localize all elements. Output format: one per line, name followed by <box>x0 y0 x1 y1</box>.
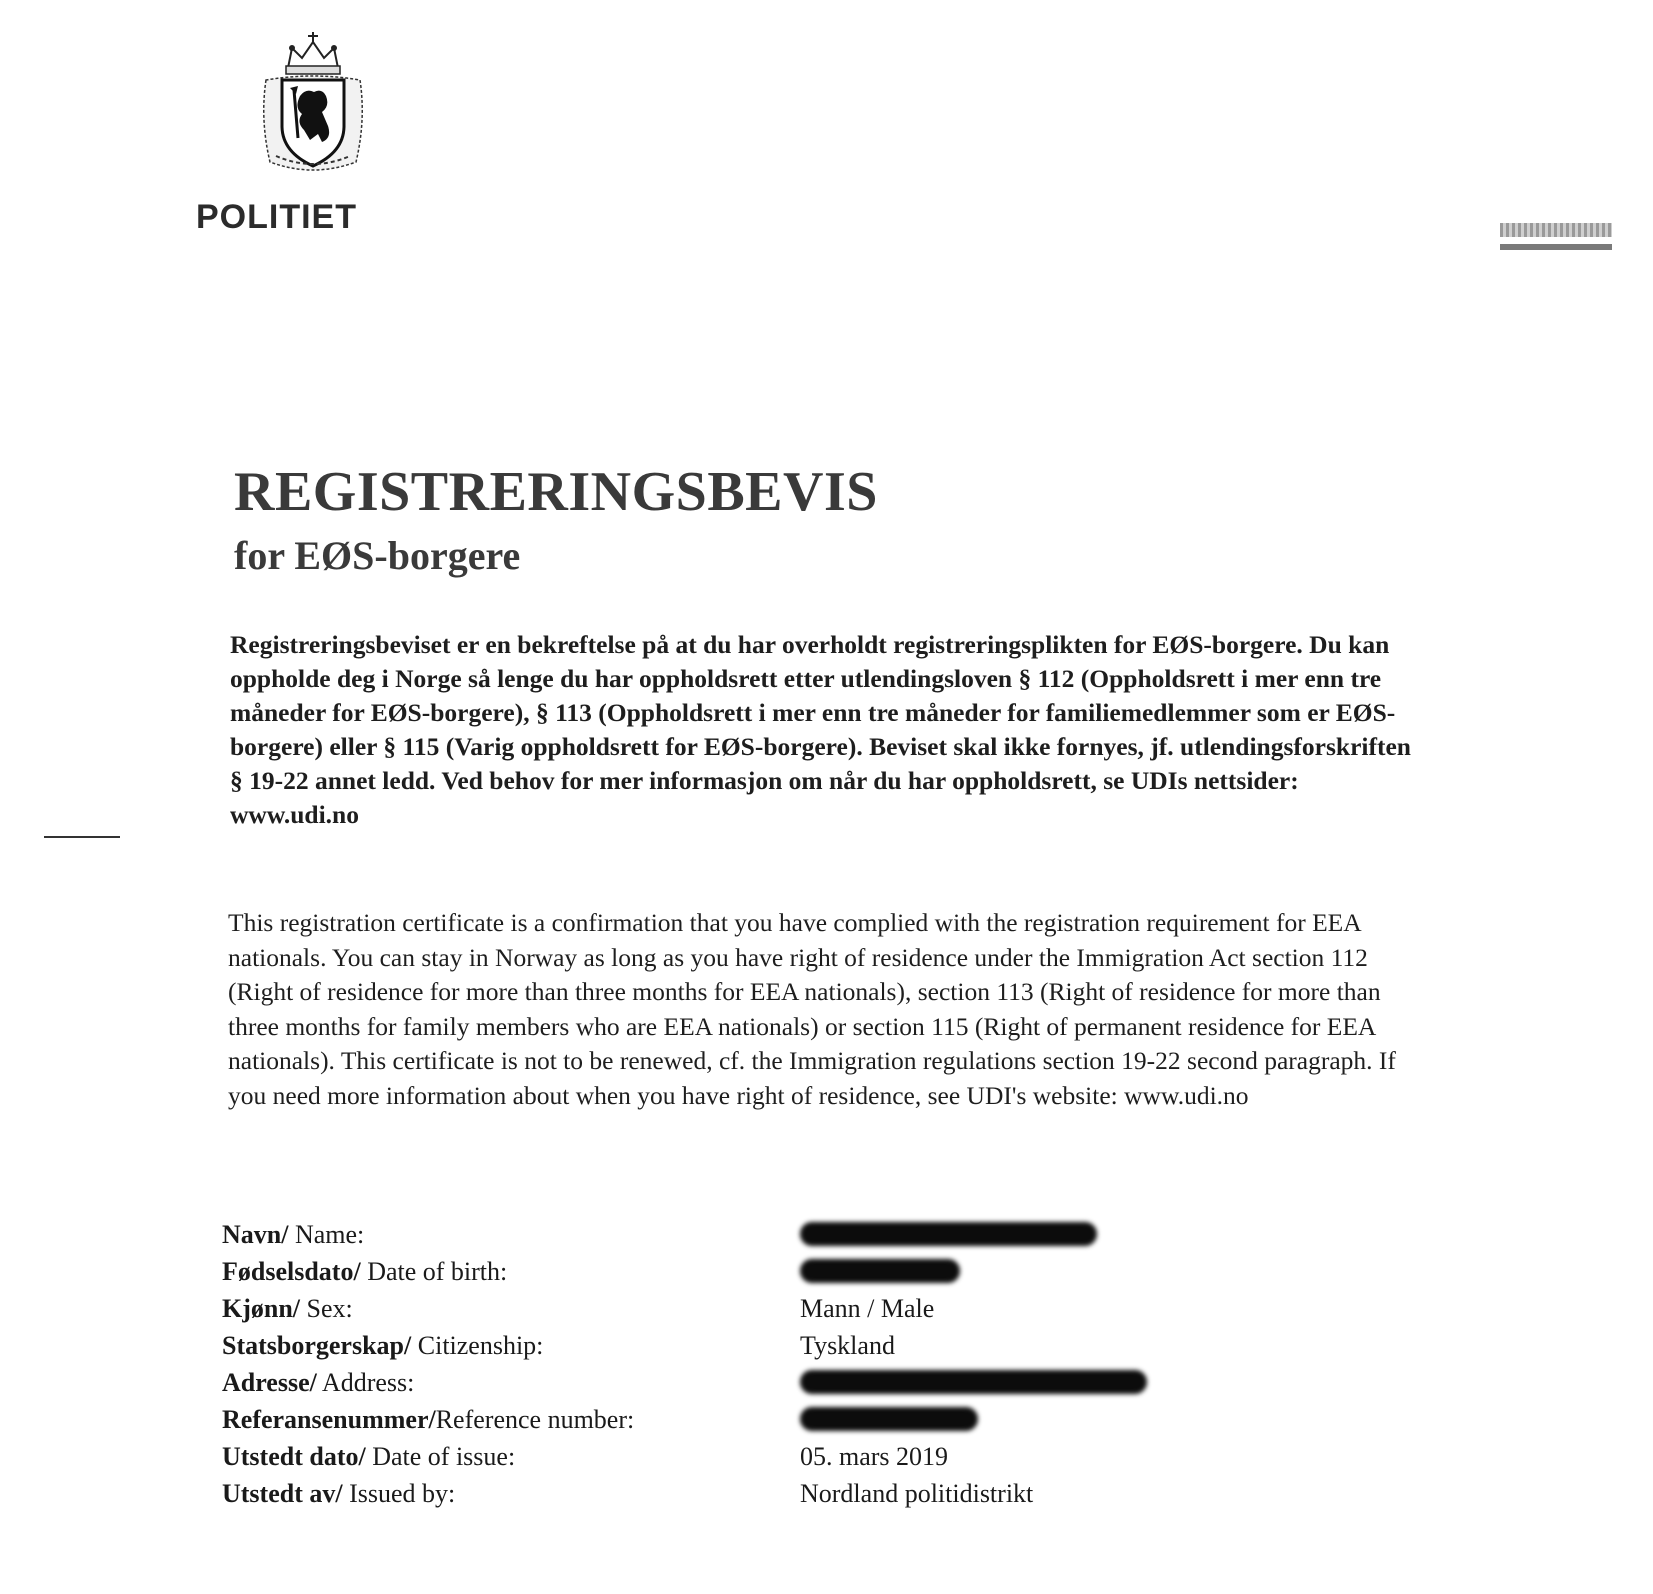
redacted-value <box>800 1370 1147 1394</box>
detail-row-sex <box>222 1290 1222 1327</box>
detail-row-citizenship <box>222 1327 1222 1364</box>
value-text: 05. mars 2019 <box>800 1442 949 1471</box>
detail-row-issued-by <box>222 1475 1222 1512</box>
details-table <box>222 1216 1222 1512</box>
label-norwegian: Statsborgerskap/ <box>222 1331 412 1360</box>
label-english: Date of birth: <box>360 1257 508 1286</box>
value-text: Tyskland <box>800 1331 895 1360</box>
norwegian-coat-of-arms-icon <box>248 30 378 180</box>
label-english: Citizenship: <box>411 1331 544 1360</box>
label-english: Date of issue: <box>365 1442 516 1471</box>
margin-mark <box>44 836 120 838</box>
detail-row-issue-date <box>222 1438 1222 1475</box>
detail-row-birthdate <box>222 1253 1222 1290</box>
value-text: Nordland politidistrikt <box>800 1479 1034 1508</box>
label-english: Sex: <box>300 1294 353 1323</box>
margin-mark <box>1500 244 1612 250</box>
label-norwegian: Utstedt dato/ <box>222 1442 366 1471</box>
detail-row-address <box>222 1364 1222 1401</box>
label-english: Name: <box>288 1220 365 1249</box>
margin-mark <box>1500 223 1612 237</box>
label-norwegian: Navn/ <box>222 1220 289 1249</box>
document-title: REGISTRERINGSBEVIS <box>234 461 878 523</box>
value-text: Mann / Male <box>800 1294 935 1323</box>
label-norwegian: Adresse/ <box>222 1368 317 1397</box>
label-norwegian: Utstedt av/ <box>222 1479 343 1508</box>
document-subtitle: for EØS-borgere <box>234 533 521 578</box>
agency-name: POLITIET <box>196 198 357 236</box>
paragraph-norwegian: Registreringsbeviset er en bekreftelse på at du har overholdt registreringsplikten for EØS-borgere. Du kan oppholde deg i Norge så lenge du har oppholdsrett etter utlendingsloven § 112 (Oppholdsrett i mer enn tre måneder for EØS-borgere), § 113 (Oppholdsrett i mer enn tre måneder for familiemedlemmer som er EØS-borgere) eller § 115 (Varig oppholdsrett for EØS-borgere). Beviset skal ikke fornyes, jf. utlendingsforskriften § 19-22 annet ledd. Ved behov for mer informasjon om når du har oppholdsrett, se UDIs nettsider: www.udi.no <box>230 630 1411 829</box>
label-norwegian: Kjønn/ <box>222 1294 301 1323</box>
label-english: Address: <box>316 1368 415 1397</box>
redacted-value <box>800 1222 1097 1246</box>
label-norwegian: Fødselsdato/ <box>222 1257 361 1286</box>
paragraph-english: This registration certificate is a confirmation that you have complied with the registration requirement for EEA nationals. You can stay in Norway as long as you have right of residence under the Immigration Act section 112 (Right of residence for more than three months for EEA nationals), section 113 (Right of residence for more than three months for family members who are EEA nationals) or section 115 (Right of permanent residence for EEA nationals). This certificate is not to be renewed, cf. the Immigration regulations section 19-22 second paragraph. If you need more information about when you have right of residence, see UDI's website: www.udi.no <box>228 908 1396 1110</box>
label-english: Reference number: <box>435 1405 635 1434</box>
redacted-value <box>800 1259 960 1283</box>
redacted-value <box>800 1407 978 1431</box>
label-norwegian: Referansenummer/ <box>222 1405 436 1434</box>
detail-row-name <box>222 1216 1222 1253</box>
label-english: Issued by: <box>342 1479 456 1508</box>
detail-row-reference <box>222 1401 1222 1438</box>
